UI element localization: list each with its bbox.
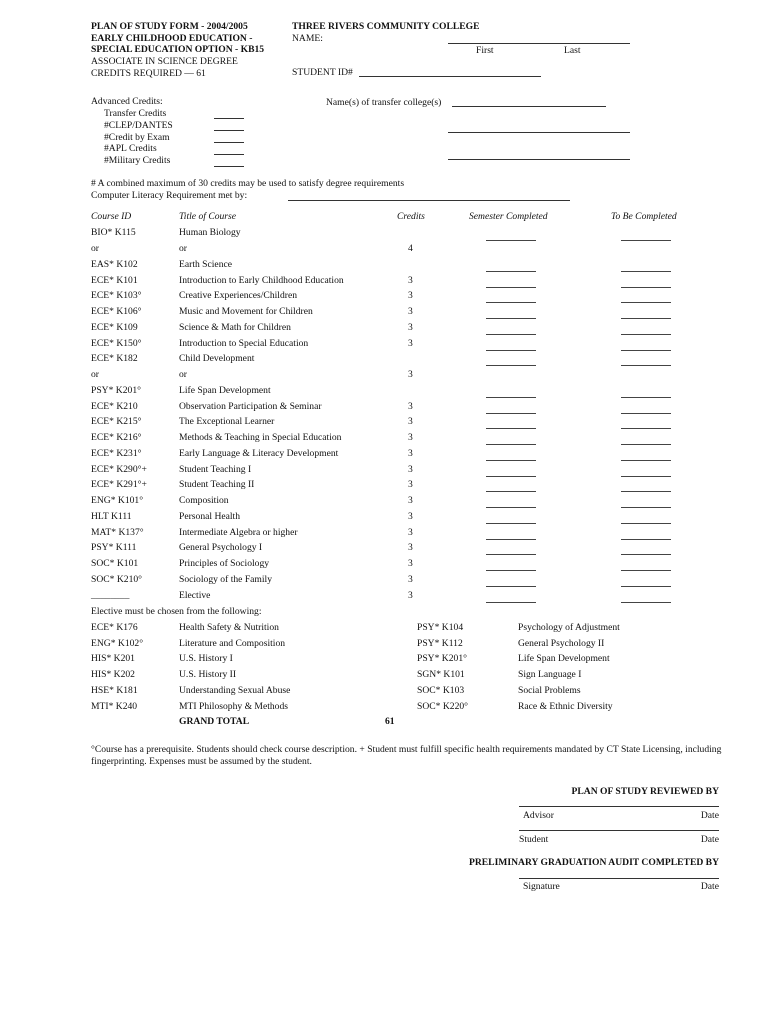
to-be-completed-field[interactable]: [621, 554, 671, 555]
to-be-completed-field[interactable]: [621, 397, 671, 398]
form-title: [91, 21, 264, 56]
semester-completed-field[interactable]: [486, 365, 536, 366]
elective-id: HSE* K181: [91, 685, 138, 696]
header-credits: Credits: [397, 211, 425, 222]
semester-completed-field[interactable]: [486, 507, 536, 508]
list-item: [0, 701, 770, 716]
advisor-date-label: Date: [700, 810, 719, 821]
course-credits: 3: [408, 448, 413, 459]
semester-completed-field[interactable]: [486, 397, 536, 398]
course-credits: 3: [408, 511, 413, 522]
elective-id: SOC* K220°: [417, 701, 469, 712]
elective-title: U.S. History I: [179, 653, 233, 664]
to-be-completed-field[interactable]: [621, 334, 671, 335]
list-item: [0, 669, 770, 684]
student-signature-field[interactable]: [519, 830, 719, 831]
course-title: Student Teaching I: [179, 464, 252, 475]
course-credits: 3: [408, 495, 413, 506]
elective-title: General Psychology II: [518, 638, 605, 649]
student-id-field[interactable]: [359, 76, 541, 77]
course-title: Child Development: [179, 353, 255, 364]
course-title: Sociology of the Family: [179, 574, 273, 585]
elective-id: MTI* K240: [91, 701, 138, 712]
course-id: ECE* K182: [91, 353, 138, 364]
course-credits: 3: [408, 369, 413, 380]
advanced-item: Transfer Credits: [104, 108, 167, 119]
course-id: EAS* K102: [91, 259, 138, 270]
course-id: ________: [91, 590, 130, 601]
course-id: ECE* K109: [91, 322, 138, 333]
course-title: The Exceptional Learner: [179, 416, 275, 427]
course-title: Principles of Sociology: [179, 558, 270, 569]
elective-title: Life Span Development: [518, 653, 610, 664]
computer-literacy-field[interactable]: [288, 200, 570, 201]
advanced-item: #Military Credits: [104, 155, 171, 167]
course-credits: 3: [408, 590, 413, 601]
to-be-completed-field[interactable]: [621, 240, 671, 241]
course-title: Human Biology: [179, 227, 241, 238]
semester-completed-field[interactable]: [486, 413, 536, 414]
course-id: HLT K111: [91, 511, 132, 522]
last-name-label: Last: [564, 45, 581, 56]
audit-date-label: Date: [700, 881, 719, 892]
transfer-college-field-2[interactable]: [448, 132, 630, 133]
course-id: ECE* K150°: [91, 338, 142, 349]
to-be-completed-field[interactable]: [621, 428, 671, 429]
advanced-credits-list: [104, 108, 173, 167]
course-title: General Psychology I: [179, 542, 263, 553]
elective-id: ENG* K102°: [91, 638, 144, 649]
list-item: [0, 685, 770, 700]
semester-completed-field[interactable]: [486, 444, 536, 445]
to-be-completed-field[interactable]: [621, 570, 671, 571]
elective-id: ECE* K176: [91, 622, 138, 633]
elective-id: HIS* K202: [91, 669, 135, 680]
course-id: SOC* K101: [91, 558, 139, 569]
course-credits: 3: [408, 290, 413, 301]
course-title: Early Language & Literacy Development: [179, 448, 339, 459]
advanced-credits-title: Advanced Credits:: [91, 96, 163, 107]
course-credits: 3: [408, 306, 413, 317]
course-title: Music and Movement for Children: [179, 306, 313, 317]
course-id: ECE* K231°: [91, 448, 142, 459]
to-be-completed-field[interactable]: [621, 491, 671, 492]
advanced-item: #Credit by Exam: [104, 131, 170, 143]
elective-id: HIS* K201: [91, 653, 135, 664]
degree-label: ASSOCIATE IN SCIENCE DEGREE: [91, 56, 238, 67]
name-field[interactable]: [448, 43, 630, 44]
to-be-completed-field[interactable]: [621, 413, 671, 414]
course-title: or: [179, 243, 187, 254]
course-id: BIO* K115: [91, 227, 136, 238]
to-be-completed-field[interactable]: [621, 523, 671, 524]
to-be-completed-field[interactable]: [621, 586, 671, 587]
advisor-label: Advisor: [523, 810, 554, 821]
computer-literacy-label: Computer Literacy Requirement met by:: [91, 190, 248, 201]
course-title: Intermediate Algebra or higher: [179, 527, 298, 538]
to-be-completed-field[interactable]: [621, 460, 671, 461]
name-label: NAME:: [292, 33, 323, 44]
semester-completed-field[interactable]: [486, 318, 536, 319]
course-title: Composition: [179, 495, 229, 506]
course-title: Earth Science: [179, 259, 233, 270]
reviewed-title: PLAN OF STUDY REVIEWED BY: [571, 786, 719, 797]
header-course-id: Course ID: [91, 211, 132, 222]
course-credits: 3: [408, 322, 413, 333]
to-be-completed-field[interactable]: [621, 539, 671, 540]
elective-title: U.S. History II: [179, 669, 237, 680]
semester-completed-field[interactable]: [486, 491, 536, 492]
course-credits: 3: [408, 574, 413, 585]
header-to-be-completed: To Be Completed: [611, 211, 677, 222]
semester-completed-field[interactable]: [486, 539, 536, 540]
to-be-completed-field[interactable]: [621, 287, 671, 288]
clep-field[interactable]: [214, 130, 244, 131]
form-title-line-3: SPECIAL EDUCATION OPTION - KB15: [91, 44, 265, 56]
to-be-completed-field[interactable]: [621, 602, 671, 603]
grand-total-value: 61: [385, 716, 395, 727]
table-row: [0, 243, 770, 258]
semester-completed-field[interactable]: [486, 586, 536, 587]
semester-completed-field[interactable]: [486, 334, 536, 335]
course-id: PSY* K201°: [91, 385, 141, 396]
course-id: ECE* K216°: [91, 432, 142, 443]
credit-by-exam-field[interactable]: [214, 142, 244, 143]
header-semester-completed: Semester Completed: [469, 211, 548, 222]
student-label: Student: [519, 834, 549, 845]
list-item: [0, 622, 770, 637]
elective-id: SOC* K103: [417, 685, 465, 696]
course-title: Science & Math for Children: [179, 322, 291, 333]
semester-completed-field[interactable]: [486, 570, 536, 571]
to-be-completed-field[interactable]: [621, 507, 671, 508]
course-credits: 3: [408, 464, 413, 475]
course-title: or: [179, 369, 187, 380]
elective-title: Health Safety & Nutrition: [179, 622, 279, 633]
course-id: ECE* K210: [91, 401, 138, 412]
elective-title: Race & Ethnic Diversity: [518, 701, 613, 712]
transfer-credits-field[interactable]: [214, 118, 244, 119]
course-id: ECE* K290°+: [91, 464, 147, 475]
elective-intro: Elective must be chosen from the following:: [91, 606, 262, 617]
semester-completed-field[interactable]: [486, 476, 536, 477]
course-title: Observation Participation & Seminar: [179, 401, 322, 412]
combined-max-note: # A combined maximum of 30 credits may be used to satisfy degree requirements: [91, 178, 405, 189]
advanced-item: #APL Credits: [104, 143, 157, 155]
elective-title: Understanding Sexual Abuse: [179, 685, 291, 696]
transfer-college-field-1[interactable]: [452, 106, 606, 107]
first-name-label: First: [476, 45, 494, 56]
course-title: Student Teaching II: [179, 479, 255, 490]
elective-id: SGN* K101: [417, 669, 465, 680]
elective-id: PSY* K201°: [417, 653, 467, 664]
table-row: [0, 369, 770, 384]
transfer-college-label: Name(s) of transfer college(s): [326, 97, 442, 108]
course-credits: 3: [408, 401, 413, 412]
course-id: PSY* K111: [91, 542, 137, 553]
course-credits: 3: [408, 527, 413, 538]
course-title: Personal Health: [179, 511, 241, 522]
course-id: ECE* K106°: [91, 306, 142, 317]
list-item: [0, 638, 770, 653]
semester-completed-field[interactable]: [486, 428, 536, 429]
course-credits: 3: [408, 275, 413, 286]
elective-id: PSY* K112: [417, 638, 463, 649]
to-be-completed-field[interactable]: [621, 318, 671, 319]
course-id: ECE* K103°: [91, 290, 142, 301]
course-credits: 3: [408, 416, 413, 427]
elective-title: Sign Language I: [518, 669, 582, 680]
course-id: SOC* K210°: [91, 574, 143, 585]
course-id: ENG* K101°: [91, 495, 144, 506]
audit-signature-field[interactable]: [519, 878, 719, 879]
course-title: Life Span Development: [179, 385, 271, 396]
advanced-item: #CLEP/DANTES: [104, 119, 173, 131]
course-id: ECE* K291°+: [91, 479, 147, 490]
degree-info: [91, 56, 238, 79]
header-title: Title of Course: [179, 211, 237, 222]
form-title-line-1: PLAN OF STUDY FORM - 2004/2005: [91, 21, 248, 32]
semester-completed-field[interactable]: [486, 240, 536, 241]
grand-total-label: GRAND TOTAL: [179, 716, 250, 727]
signature-label: Signature: [523, 881, 560, 892]
semester-completed-field[interactable]: [486, 602, 536, 603]
to-be-completed-field[interactable]: [621, 302, 671, 303]
list-item: [0, 653, 770, 668]
audit-title: PRELIMINARY GRADUATION AUDIT COMPLETED BY: [468, 857, 719, 868]
advisor-signature-field[interactable]: [519, 806, 719, 807]
elective-title: Psychology of Adjustment: [518, 622, 620, 633]
elective-title: Social Problems: [518, 685, 581, 696]
course-title: Creative Experiences/Children: [179, 290, 298, 301]
to-be-completed-field[interactable]: [621, 350, 671, 351]
course-credits: 3: [408, 479, 413, 490]
course-title: Introduction to Special Education: [179, 338, 309, 349]
course-id: MAT* K137°: [91, 527, 144, 538]
footnote: °Course has a prerequisite. Students should check course description. + Student must fulfill specific health requirements mandated by CT State Licensing, including fingerprinting. Expenses must be assumed by the student.: [91, 744, 722, 768]
course-credits: 3: [408, 542, 413, 553]
semester-completed-field[interactable]: [486, 271, 536, 272]
form-title-line-2: EARLY CHILDHOOD EDUCATION -: [91, 32, 253, 44]
credits-required: CREDITS REQUIRED — 61: [91, 67, 206, 79]
semester-completed-field[interactable]: [486, 302, 536, 303]
course-credits: 3: [408, 432, 413, 443]
course-credits: 4: [408, 243, 413, 254]
apl-field[interactable]: [214, 154, 244, 155]
course-id: ECE* K101: [91, 275, 138, 286]
course-id: ECE* K215°: [91, 416, 142, 427]
elective-title: Literature and Composition: [179, 638, 286, 649]
student-date-label: Date: [700, 834, 719, 845]
semester-completed-field[interactable]: [486, 523, 536, 524]
course-credits: 3: [408, 338, 413, 349]
course-title: Introduction to Early Childhood Education: [179, 275, 344, 286]
course-title: Elective: [179, 590, 211, 601]
to-be-completed-field[interactable]: [621, 476, 671, 477]
semester-completed-field[interactable]: [486, 350, 536, 351]
to-be-completed-field[interactable]: [621, 365, 671, 366]
elective-id: PSY* K104: [417, 622, 464, 633]
military-field[interactable]: [214, 166, 244, 167]
semester-completed-field[interactable]: [486, 554, 536, 555]
course-credits: 3: [408, 558, 413, 569]
to-be-completed-field[interactable]: [621, 444, 671, 445]
transfer-college-field-3[interactable]: [448, 159, 630, 160]
semester-completed-field[interactable]: [486, 460, 536, 461]
student-id-label: STUDENT ID#: [292, 67, 353, 78]
semester-completed-field[interactable]: [486, 287, 536, 288]
elective-title: MTI Philosophy & Methods: [179, 701, 289, 712]
college-name: THREE RIVERS COMMUNITY COLLEGE: [292, 21, 480, 32]
to-be-completed-field[interactable]: [621, 271, 671, 272]
course-id: or: [91, 243, 99, 254]
course-title: Methods & Teaching in Special Education: [179, 432, 342, 443]
course-id: or: [91, 369, 99, 380]
